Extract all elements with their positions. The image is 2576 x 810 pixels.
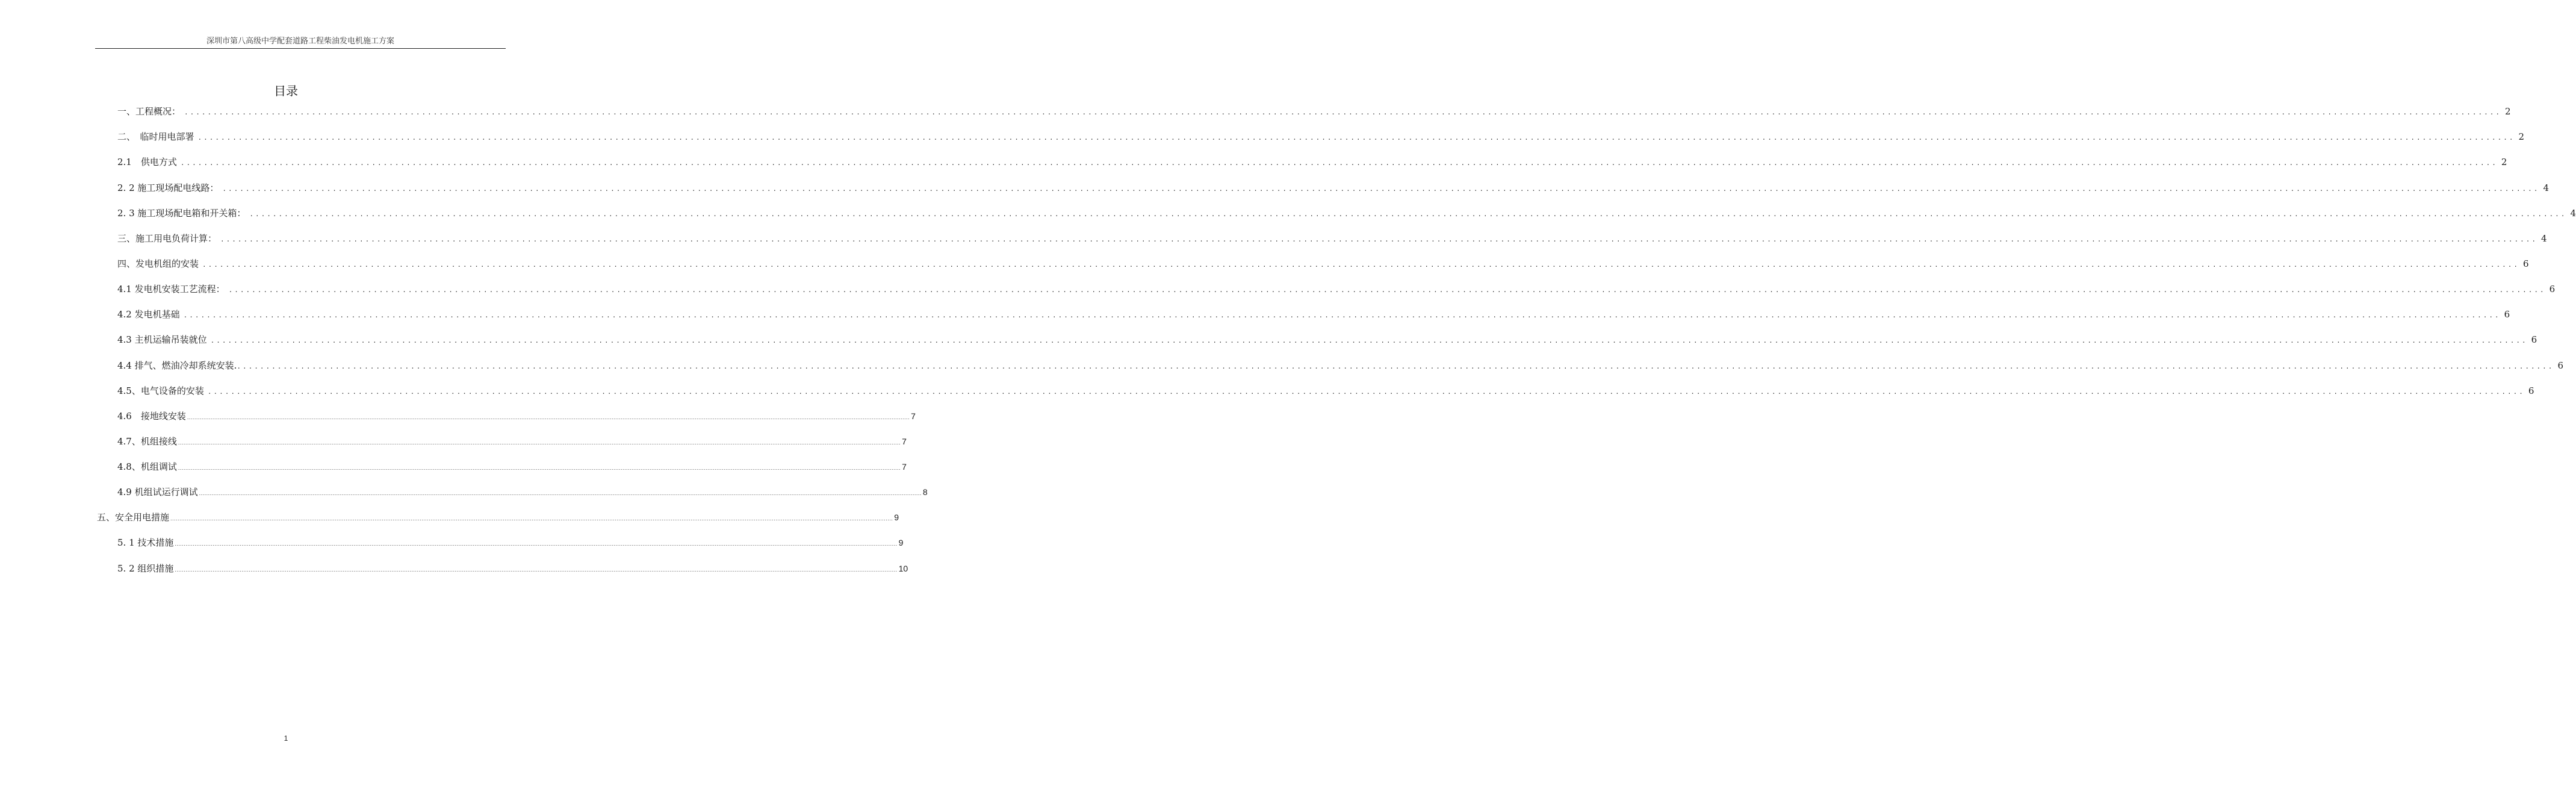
toc-entry-page: 2 — [2518, 131, 2525, 142]
toc-entry-page: 8 — [922, 487, 928, 497]
toc-entry[interactable] — [117, 130, 2525, 143]
toc-entry-page: 2 — [2501, 157, 2507, 167]
toc-leader: ................................................................................................................................................................................................................................................................................................................................................................................................................ — [183, 311, 2501, 319]
toc-entry-label: 5. 2 组织措施 — [117, 563, 174, 574]
toc-entry-page: 10 — [898, 564, 908, 573]
toc-entry-label: 2. 3 施工现场配电箱和开关箱： — [117, 208, 246, 219]
toc-entry-label: 4.2 发电机基础 — [117, 309, 180, 320]
toc-leader: ................................................................................................................................................................................................................................................................................................................................................................................................................ — [237, 363, 2554, 370]
toc-entry-label: 4.7、机组接线 — [117, 436, 177, 447]
toc-leader: ................................................................................................................................................................................................................................................................................................................................................................................................................ — [249, 210, 2567, 218]
header-divider — [95, 48, 506, 49]
toc-entry[interactable] — [97, 511, 899, 524]
toc-leader: ................................................................................................................................................................................................................................................................................................................................................................................................................ — [222, 185, 2540, 193]
toc-entry-page: 4 — [2570, 208, 2576, 219]
toc-entry[interactable] — [117, 155, 2507, 169]
toc-entry-label: 4.4 排气、燃油冷却系统安装. — [117, 360, 237, 371]
toc-entry-label: 4.1 发电机安装工艺流程： — [117, 284, 225, 294]
toc-entry-page: 2 — [2505, 106, 2511, 117]
toc-leader: ................................................................................................................................................................................................................................................................................................................................................................................................................ — [210, 337, 2528, 344]
toc-entry[interactable] — [117, 562, 908, 575]
toc-entry[interactable] — [117, 105, 2511, 118]
toc-leader: ................................................................................................................................................................................................................................................................................................................................................................................................................ — [178, 465, 901, 471]
toc-entry-label: 5. 1 技术措施 — [117, 537, 174, 548]
toc-leader: ................................................................................................................................................................................................................................................................................................................................................................................................................ — [199, 490, 922, 496]
toc-entry-label: 4.9 机组试运行调试 — [117, 487, 198, 497]
toc-entry-label: 2.1 供电方式 — [117, 157, 177, 167]
toc-entry[interactable] — [117, 359, 2563, 372]
toc-entry-page: 6 — [2528, 385, 2534, 396]
header-title: 深圳市第八高级中学配套道路工程柴油发电机施工方案 — [206, 37, 394, 46]
toc-entry[interactable] — [117, 282, 2556, 296]
toc-entry-page: 4 — [2541, 233, 2547, 244]
toc-entry[interactable] — [117, 384, 2534, 397]
toc-entry[interactable] — [117, 485, 928, 499]
toc-entry[interactable] — [117, 181, 2549, 195]
toc-entry-page: 6 — [2531, 334, 2537, 345]
toc-entry[interactable] — [117, 435, 907, 448]
toc-leader: ................................................................................................................................................................................................................................................................................................................................................................................................................ — [175, 567, 898, 573]
toc-entry[interactable] — [117, 410, 916, 423]
toc-leader: ................................................................................................................................................................................................................................................................................................................................................................................................................ — [178, 440, 901, 446]
toc-entry[interactable] — [117, 232, 2547, 245]
toc-entry-page: 7 — [911, 411, 916, 421]
toc-title: 目录 — [274, 84, 298, 98]
toc-leader: ................................................................................................................................................................................................................................................................................................................................................................................................................ — [202, 261, 2520, 269]
toc-leader: ................................................................................................................................................................................................................................................................................................................................................................................................................ — [187, 414, 910, 420]
toc-entry-page: 4 — [2543, 182, 2549, 193]
toc-entry-label: 五、安全用电措施 — [97, 512, 170, 523]
toc-entry[interactable] — [117, 333, 2537, 346]
toc-leader: ................................................................................................................................................................................................................................................................................................................................................................................................................ — [220, 235, 2538, 243]
toc-entry[interactable] — [117, 207, 2576, 220]
toc-leader: ................................................................................................................................................................................................................................................................................................................................................................................................................ — [197, 134, 2515, 142]
toc-entry[interactable] — [117, 536, 904, 549]
toc-leader: ................................................................................................................................................................................................................................................................................................................................................................................................................ — [180, 159, 2498, 167]
toc-entry-page: 7 — [902, 437, 907, 446]
toc-entry-label: 四、发电机组的安装 — [117, 258, 199, 269]
toc-entry-label: 4.8、机组调试 — [117, 461, 177, 472]
toc-leader: ................................................................................................................................................................................................................................................................................................................................................................................................................ — [170, 516, 893, 522]
toc-entry-label: 4.6 接地线安装 — [117, 411, 186, 422]
toc-entry-label: 4.3 主机运输吊装就位 — [117, 334, 207, 345]
toc-entry-page: 6 — [2523, 258, 2529, 269]
toc-entry-page: 6 — [2549, 284, 2556, 294]
toc-leader: ................................................................................................................................................................................................................................................................................................................................................................................................................ — [228, 286, 2546, 294]
toc-entry-page: 6 — [2504, 309, 2510, 320]
toc-entry-page: 6 — [2557, 360, 2563, 371]
toc-leader: ................................................................................................................................................................................................................................................................................................................................................................................................................ — [175, 541, 898, 547]
toc-entry-label: 2. 2 施工现场配电线路： — [117, 182, 219, 193]
toc-entry-label: 三、施工用电负荷计算： — [117, 233, 217, 244]
page-number: 1 — [284, 734, 288, 743]
toc-entry-page: 9 — [894, 512, 899, 522]
toc-entry[interactable] — [117, 308, 2510, 321]
toc-entry[interactable] — [117, 460, 907, 473]
toc-leader: ................................................................................................................................................................................................................................................................................................................................................................................................................ — [207, 388, 2525, 396]
toc-leader: ................................................................................................................................................................................................................................................................................................................................................................................................................ — [184, 108, 2502, 116]
toc-entry-label: 一、工程概况： — [117, 106, 181, 117]
toc-entry-page: 9 — [898, 538, 904, 547]
toc-entry[interactable] — [117, 257, 2529, 270]
toc-entry-page: 7 — [902, 462, 907, 472]
toc-entry-label: 4.5、电气设备的安装 — [117, 385, 204, 396]
toc-entry-label: 二、 临时用电部署 — [117, 131, 194, 142]
